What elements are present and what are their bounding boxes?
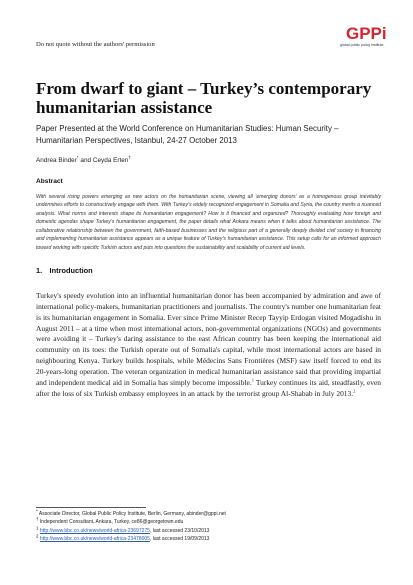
authors-line — [36, 154, 131, 164]
section-heading-introduction: 1. Introduction — [36, 266, 93, 275]
svg-text:GPPi: GPPi — [346, 24, 387, 43]
author-2-mark: † — [128, 154, 131, 160]
footnote-ref-1[interactable]: 1 — [251, 377, 254, 383]
footnote-ref-2[interactable]: 2 — [353, 388, 356, 394]
footnote-mark: * — [36, 508, 38, 514]
intro-text-a: Turkey's speedy evolution into an influential humanitarian donor has been accompanied by admiration and awe of international policy-makers, humanitarian practitioners and journalists. The country's number one humanitarian feat is its humanitarian engagement in Somalia. Ever since Prime Minister Recep Tayyip Erdogan visited Mogadishu in August 2011 – at a time when most international actors, non-governmental organizations (NGOs) and governments were avoiding it – Turkey's daring assistance to the east African country has been keeping the international aid community on its toes: the Turkish operate out of Somalia's capital, while most international actors are based in neighbouring Kenya. Turkey builds hospitals, while Médecins Sans Frontières (MSF) saw itself forced to end its 20-years-long operation. The veteran organization in medical humanitarian assistance said that providing impartial and independent medical aid in Somalia has simply become impossible. — [36, 291, 381, 387]
footnote-mark: 1 — [36, 525, 39, 531]
paper-title: From dwarf to giant – Turkey’s contemporary humanitarian assistance — [36, 79, 372, 117]
author-connector: and Ceyda Erten — [78, 157, 129, 164]
footnote-divider — [36, 507, 146, 508]
footnote-text: Associate Director, Global Public Policy Institute, Berlin, Germany, abinder@gppi.net — [37, 511, 226, 517]
footnote-mark: † — [36, 516, 39, 522]
gppi-logo — [345, 22, 387, 52]
abstract-text: With several rising powers emerging as new actors on the humanitarian scene, viewing all ‘emerging donors’ as a homogenous group inevitably undermines efforts to constructively engage with them. With Turkey’s widely recognized engagement in Somalia and Syria, the country merits a nuanced analysis. What norms and interests shape its humanitarian engagement? How is it financed and organized? Thoroughly evaluating how foreign and domestic agendas shape Turkey’s humanitarian engagement, the paper details what Ankara means when it talks about humanitarian assistance. The collaborative relationship between the government, faith-based businesses and the religious part of a generally deeply divided civil society in financing and implementing humanitarian assistance appears as a unique feature of Turkey’s humanitarian assistance. This setup calls for an informed approach toward working with specific Turkish actors and puts into questions the sustainability and scalability of current aid levels. — [36, 194, 381, 251]
paper-subtitle: Paper Presented at the World Conference on Humanitarian Studies: Human Security – Humanitarian Perspectives, Istanbul, 24-27 October 2013 — [36, 124, 339, 145]
author-1-mark: * — [76, 154, 79, 160]
logo-subtext: global public policy institute — [340, 43, 384, 47]
footnote-1 — [36, 510, 381, 518]
footnotes — [36, 510, 381, 544]
footnote-link[interactable]: http://www.bbc.co.uk/news/world-africa-23697275 — [39, 527, 150, 534]
introduction-paragraph — [36, 291, 381, 399]
footnote-tail: , last accessed 19/09/2013 — [149, 536, 210, 543]
gppi-logo-mark — [345, 22, 387, 44]
footnote-mark: 2 — [36, 533, 39, 539]
author-1: Andrea Binder — [36, 157, 77, 164]
footnote-3 — [36, 527, 381, 535]
footnote-text: Independent Consultant, Ankara, Turkey, ce86@georgetown.edu — [38, 519, 184, 526]
footnote-tail: , last accessed 23/10/2013 — [149, 527, 210, 534]
footnote-4 — [36, 535, 381, 543]
abstract-heading: Abstract — [36, 178, 63, 185]
footnote-2 — [36, 518, 381, 526]
intro-text-b: Turkey continues its aid, steadfastly, even after the loss of six Turkish embassy employees in an attack by the terrorist group Al-Shabab in July 2013. — [36, 377, 381, 398]
footnote-link[interactable]: http://www.bbc.co.uk/news/world-africa-23478005 — [39, 536, 150, 543]
header-note: Do not quote without the authors' permission — [36, 41, 155, 48]
